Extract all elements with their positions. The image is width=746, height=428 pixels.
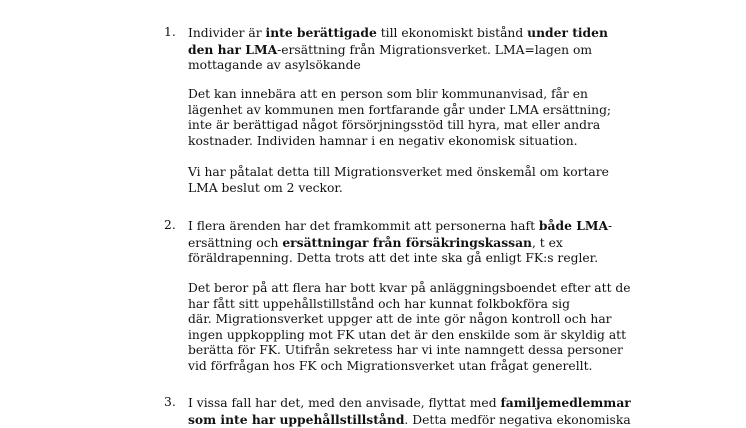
text-line bbox=[188, 218, 612, 235]
bold-text: familjemedlemmar bbox=[500, 395, 630, 410]
list-number: 2. bbox=[164, 218, 176, 234]
text-line bbox=[188, 395, 631, 412]
text-run: Vi har påtalat detta till Migrationsverket med önskemål om kortare bbox=[188, 165, 609, 179]
text-run: där. Migrationsverket uppger att de inte gör någon kontroll och har bbox=[188, 312, 612, 326]
text-run: Det kan innebära att en person som blir kommunanvisad, får en bbox=[188, 87, 588, 101]
text-run: berätta för FK. Utifrån sekretess har vi inte namngett dessa personer bbox=[188, 343, 623, 357]
text-run: Individer är bbox=[188, 26, 266, 40]
text-run: - bbox=[608, 219, 612, 233]
text-line bbox=[188, 251, 612, 267]
text-line bbox=[188, 359, 631, 375]
text-line bbox=[188, 312, 631, 328]
text-line bbox=[188, 58, 608, 74]
text-run: vid förfrågan hos FK och Migrationsverket utan frågat generellt. bbox=[188, 359, 592, 373]
bold-text: den har LMA bbox=[188, 42, 277, 57]
text-run: ersättning och bbox=[188, 236, 282, 250]
text-line bbox=[188, 25, 608, 42]
text-line bbox=[188, 412, 631, 428]
text-line bbox=[188, 165, 609, 181]
text-run: föräldrapenning. Detta trots att det inte ska gå enligt FK:s regler. bbox=[188, 251, 598, 265]
bold-text: under tiden bbox=[527, 25, 608, 40]
bold-text: som inte har uppehållstillstånd bbox=[188, 412, 404, 427]
text-line bbox=[188, 181, 609, 197]
text-run: har fått sitt uppehållstillstånd och har kunnat folkbokföra sig bbox=[188, 297, 570, 311]
text-run: inte är berättigad något försörjningsstöd till hyra, mat eller andra bbox=[188, 118, 600, 132]
text-line bbox=[188, 297, 631, 313]
text-run: lägenhet av kommunen men fortfarande går under LMA ersättning; bbox=[188, 103, 611, 117]
paragraph bbox=[188, 87, 611, 149]
bold-text: både LMA bbox=[539, 218, 608, 233]
text-run: LMA beslut om 2 veckor. bbox=[188, 181, 343, 195]
text-line bbox=[188, 235, 612, 252]
text-run: -ersättning från Migrationsverket. LMA=lagen om bbox=[277, 43, 592, 57]
text-line bbox=[188, 118, 611, 134]
text-line bbox=[188, 281, 631, 297]
text-line bbox=[188, 343, 631, 359]
paragraph bbox=[188, 25, 608, 74]
paragraph bbox=[188, 395, 631, 428]
list-number: 1. bbox=[164, 25, 176, 41]
paragraph bbox=[188, 218, 612, 267]
text-run: kostnader. Individen hamnar i en negativ ekonomisk situation. bbox=[188, 134, 578, 148]
text-run: , t ex bbox=[532, 236, 563, 250]
text-line bbox=[188, 87, 611, 103]
text-line bbox=[188, 328, 631, 344]
bold-text: ersättningar från försäkringskassan bbox=[282, 235, 532, 250]
text-run: . Detta medför negativa ekonomiska bbox=[404, 413, 630, 427]
text-run: mottagande av asylsökande bbox=[188, 58, 361, 72]
text-run: I flera ärenden har det framkommit att personerna haft bbox=[188, 219, 539, 233]
bold-text: inte berättigade bbox=[266, 25, 377, 40]
text-line bbox=[188, 134, 611, 150]
text-line bbox=[188, 42, 608, 59]
text-run: I vissa fall har det, med den anvisade, flyttat med bbox=[188, 396, 500, 410]
paragraph bbox=[188, 165, 609, 196]
text-run: till ekonomiskt bistånd bbox=[377, 26, 527, 40]
text-run: Det beror på att flera har bott kvar på anläggningsboendet efter att de bbox=[188, 281, 631, 295]
list-number: 3. bbox=[164, 395, 176, 411]
paragraph bbox=[188, 281, 631, 374]
text-line bbox=[188, 103, 611, 119]
text-run: ingen uppkoppling mot FK utan det är den enskilde som är skyldig att bbox=[188, 328, 626, 342]
